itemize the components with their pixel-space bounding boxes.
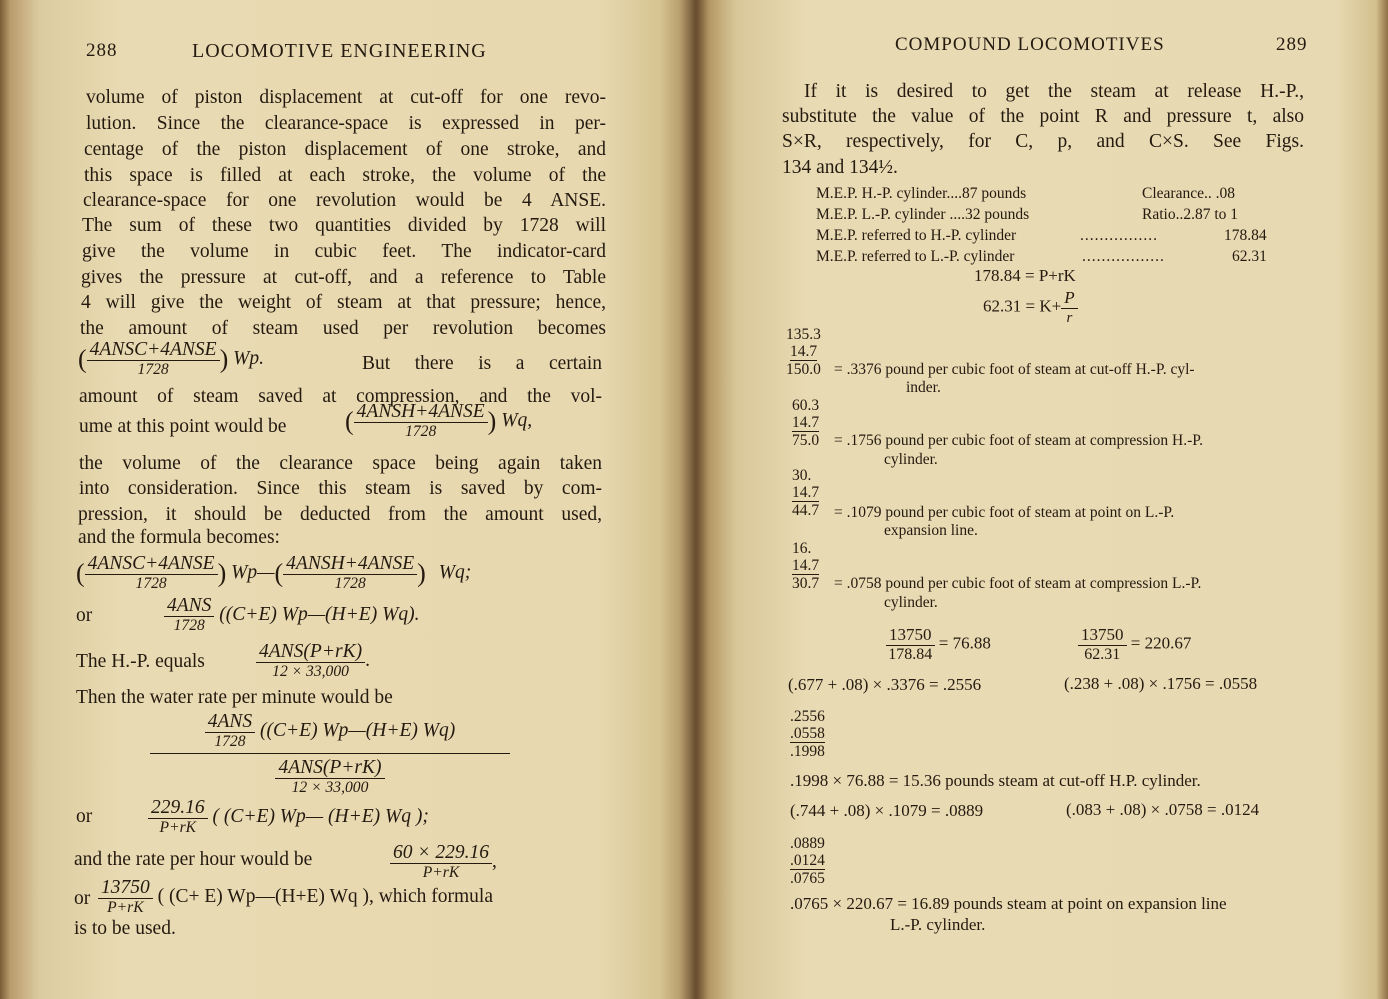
- sum-addend: 30.: [792, 467, 812, 484]
- formula-numerator: 4ANSC+4ANSE: [85, 554, 218, 575]
- formula-tail: ,: [492, 850, 497, 872]
- formula-denominator: 1728: [173, 617, 205, 634]
- sum-addend: 135.3: [786, 326, 821, 343]
- sum-addend: 14.7: [792, 557, 820, 574]
- formula-tail: Wq;: [438, 561, 472, 583]
- formula-numerator: 229.16: [148, 798, 208, 819]
- subtraction-block: [790, 708, 825, 760]
- division-result: = 220.67: [1130, 633, 1192, 653]
- body-line: into consideration. Since this steam is saved by com-: [79, 478, 602, 499]
- body-line: 4 will give the weight of steam at that pressure; hence,: [81, 292, 606, 313]
- body-line: lution. Since the clearance-space is expressed in per-: [86, 113, 606, 134]
- formula-body: ((C+E) Wp—(H+E) Wq): [260, 719, 456, 741]
- equation-2-numerator: P: [1061, 288, 1077, 309]
- body-line: the volume of the clearance space being again taken: [79, 453, 602, 474]
- equation-1: 178.84 = P+rK: [974, 266, 1076, 285]
- sum-total: 30.7: [792, 575, 820, 592]
- result-line: .0765 × 220.67 = 16.89 pounds steam at point on expansion line: [790, 894, 1227, 913]
- sum-result-text: = .1756 pound per cubic foot of steam at compression H.-P.: [834, 432, 1204, 449]
- formula-steam-used: ( $\frac{\text{4ANSC+4ANSE}}{1728}$ ) Wp.: [78, 339, 265, 378]
- division-numerator: 13750: [1078, 625, 1127, 646]
- equation-2: [983, 288, 1078, 327]
- formula-simplified: [164, 596, 419, 635]
- formula-middle: Wp—: [231, 561, 275, 583]
- sub-term: .2556: [790, 708, 825, 725]
- add-result: .0765: [790, 870, 825, 887]
- body-line: give the volume in cubic feet. The indicator-card: [82, 241, 606, 262]
- add-term: .0889: [790, 835, 825, 852]
- sum-result-cont: cylinder.: [884, 451, 938, 468]
- formula-or-label: or: [76, 605, 93, 626]
- sum-total: 44.7: [792, 502, 820, 519]
- product-line: (.744 + .08) × .1079 = .0889: [790, 801, 984, 820]
- body-line: pression, it should be deducted from the amount used,: [78, 504, 602, 525]
- division-denominator: 62.31: [1084, 646, 1121, 663]
- sum-result-cont: cylinder.: [884, 594, 938, 611]
- sum-block: [792, 540, 819, 592]
- sum-block: [792, 467, 819, 519]
- formula-or-label: or: [76, 806, 93, 827]
- right-page: [696, 0, 1388, 999]
- formula-denominator: 1728: [334, 575, 366, 592]
- body-line: volume of piston displacement at cut-off for one revo-: [86, 87, 606, 108]
- formula-tail: .: [365, 649, 370, 671]
- body-line: and the formula becomes:: [78, 527, 280, 548]
- gutter-shadow: [680, 0, 710, 999]
- formula-final: [98, 878, 493, 917]
- sum-result-cont: expansion line.: [884, 522, 978, 539]
- mep-row-label: M.E.P. L.-P. cylinder ....32 pounds: [816, 206, 1030, 223]
- formula-denominator: 12 × 33,000: [291, 779, 369, 796]
- body-line: amount of steam saved at compression, and the vol-: [79, 386, 602, 407]
- mep-row-side: Clearance.. .08: [1142, 185, 1235, 202]
- sum-addend: 14.7: [792, 484, 820, 501]
- body-line: ume at this point would be: [79, 416, 287, 437]
- mep-row-label: M.E.P. H.-P. cylinder....87 pounds: [816, 185, 1027, 202]
- sum-result-text: = .0758 pound per cubic foot of steam at compression L.-P.: [834, 575, 1202, 592]
- formula-numerator: 60 × 229.16: [390, 843, 492, 864]
- body-line: centage of the piston displacement of one stroke, and: [84, 139, 606, 160]
- formula-numerator: 4ANSH+4ANSE: [283, 554, 417, 575]
- formula-numerator: 4ANS: [205, 712, 255, 733]
- formula-water-rate: [150, 712, 510, 797]
- sum-block: [786, 326, 821, 378]
- result-line-cont: L.-P. cylinder.: [890, 915, 986, 934]
- formula-numerator: 13750: [98, 878, 153, 899]
- body-line: this space is filled at each stroke, the volume of the: [84, 165, 606, 186]
- mep-row-value: 62.31: [1232, 248, 1267, 265]
- right-running-head: COMPOUND LOCOMOTIVES: [895, 34, 1165, 55]
- formula-denominator: 1728: [135, 575, 167, 592]
- body-line: The sum of these two quantities divided by 1728 will: [82, 215, 606, 236]
- sum-addend: 14.7: [792, 414, 820, 431]
- sub-term: .0558: [790, 725, 825, 742]
- formula-denominator: P+rK: [159, 819, 197, 836]
- body-line: is to be used.: [74, 918, 176, 939]
- body-line: substitute the value of the point R and pressure t, also: [782, 106, 1304, 127]
- mep-row-label: M.E.P. referred to L.-P. cylinder: [816, 248, 1015, 265]
- body-line: Then the water rate per minute would be: [76, 687, 393, 708]
- formula-numerator: 4ANS: [164, 596, 214, 617]
- result-line: .1998 × 76.88 = 15.36 pounds steam at cut-off H.P. cylinder.: [790, 771, 1201, 790]
- division-1: [886, 625, 991, 664]
- body-line: gives the pressure at cut-off, and a reference to Table: [81, 267, 606, 288]
- formula-denominator: 1728: [214, 733, 246, 750]
- formula-or-label: or: [74, 888, 91, 909]
- add-term: .0124: [790, 852, 825, 869]
- formula-body: ( (C+ E) Wp—(H+E) Wq ), which formula: [157, 885, 493, 907]
- body-line: and the rate per hour would be: [74, 849, 313, 870]
- division-numerator: 13750: [886, 625, 935, 646]
- formula-denominator: 12 × 33,000: [272, 663, 349, 680]
- sum-block: [792, 397, 819, 449]
- sum-addend: 60.3: [792, 397, 820, 414]
- formula-denominator: 1728: [137, 361, 169, 378]
- product-line: (.238 + .08) × .1756 = .0558: [1064, 674, 1258, 693]
- formula-rate-hour: [390, 843, 497, 882]
- product-line: (.083 + .08) × .0758 = .0124: [1066, 800, 1260, 819]
- equation-2-lead: 62.31 = K+: [983, 296, 1062, 316]
- division-result: = 76.88: [938, 633, 991, 653]
- division-denominator: 178.84: [888, 646, 933, 663]
- sum-addend: 16.: [792, 540, 812, 557]
- addition-block: [790, 835, 825, 887]
- body-line: S×R, respectively, for C, p, and C×S. See Figs.: [782, 131, 1304, 152]
- sum-total: 150.0: [786, 361, 821, 378]
- formula-numerator: 4ANS(P+rK): [256, 642, 365, 663]
- division-2: [1078, 625, 1191, 664]
- formula-net-steam: ( $\frac{\text{4ANSC+4ANSE}}{1728}$ ) Wp—( $\frac{\text{4ANSH+4ANSE}}{1728}$ ) Wq;: [76, 553, 472, 592]
- body-line: If it is desired to get the steam at release H.-P.,: [804, 81, 1304, 102]
- right-page-number: 289: [1276, 34, 1308, 55]
- formula-body: ( (C+E) Wp— (H+E) Wq );: [212, 805, 429, 827]
- mep-row-value: 178.84: [1224, 227, 1267, 244]
- sum-addend: 14.7: [790, 343, 818, 360]
- body-line: But there is a certain: [362, 353, 602, 374]
- formula-tail: Wq,: [501, 409, 533, 431]
- formula-tail: Wp.: [233, 347, 265, 369]
- formula-rate-minute: [148, 798, 429, 837]
- product-line: (.677 + .08) × .3376 = .2556: [788, 675, 982, 694]
- formula-horsepower: [256, 642, 370, 681]
- body-line: The H.-P. equals: [76, 651, 205, 672]
- sum-result-text: = .3376 pound per cubic foot of steam at cut-off H.-P. cyl-: [834, 361, 1195, 378]
- formula-denominator: 1728: [405, 423, 437, 440]
- body-line: 134 and 134½.: [782, 157, 898, 178]
- leader-dots: .................: [1082, 248, 1165, 265]
- formula-compression-volume: ( $\frac{\text{4ANSH+4ANSE}}{1728}$ ) Wq,: [345, 401, 533, 440]
- formula-body: ((C+E) Wp—(H+E) Wq).: [219, 603, 420, 625]
- formula-numerator: 4ANS(P+rK): [275, 758, 384, 779]
- leader-dots: ................: [1080, 227, 1158, 244]
- left-page-number: 288: [86, 40, 118, 61]
- formula-denominator: P+rK: [107, 899, 144, 916]
- sub-result: .1998: [790, 743, 825, 760]
- sum-result-cont: inder.: [906, 379, 941, 396]
- formula-numerator: 4ANSC+4ANSE: [87, 340, 220, 361]
- formula-denominator: P+rK: [422, 864, 460, 881]
- body-line: clearance-space for one revolution would be 4 ANSE.: [83, 190, 606, 211]
- sum-result-text: = .1079 pound per cubic foot of steam at point on L.-P.: [834, 504, 1175, 521]
- equation-2-denominator: r: [1066, 310, 1073, 326]
- sum-total: 75.0: [792, 432, 820, 449]
- formula-numerator: 4ANSH+4ANSE: [354, 402, 488, 423]
- mep-row-label: M.E.P. referred to H.-P. cylinder: [816, 227, 1017, 244]
- mep-row-side: Ratio..2.87 to 1: [1142, 206, 1239, 223]
- left-running-head: LOCOMOTIVE ENGINEERING: [192, 40, 487, 62]
- body-line: the amount of steam used per revolution becomes: [80, 318, 606, 339]
